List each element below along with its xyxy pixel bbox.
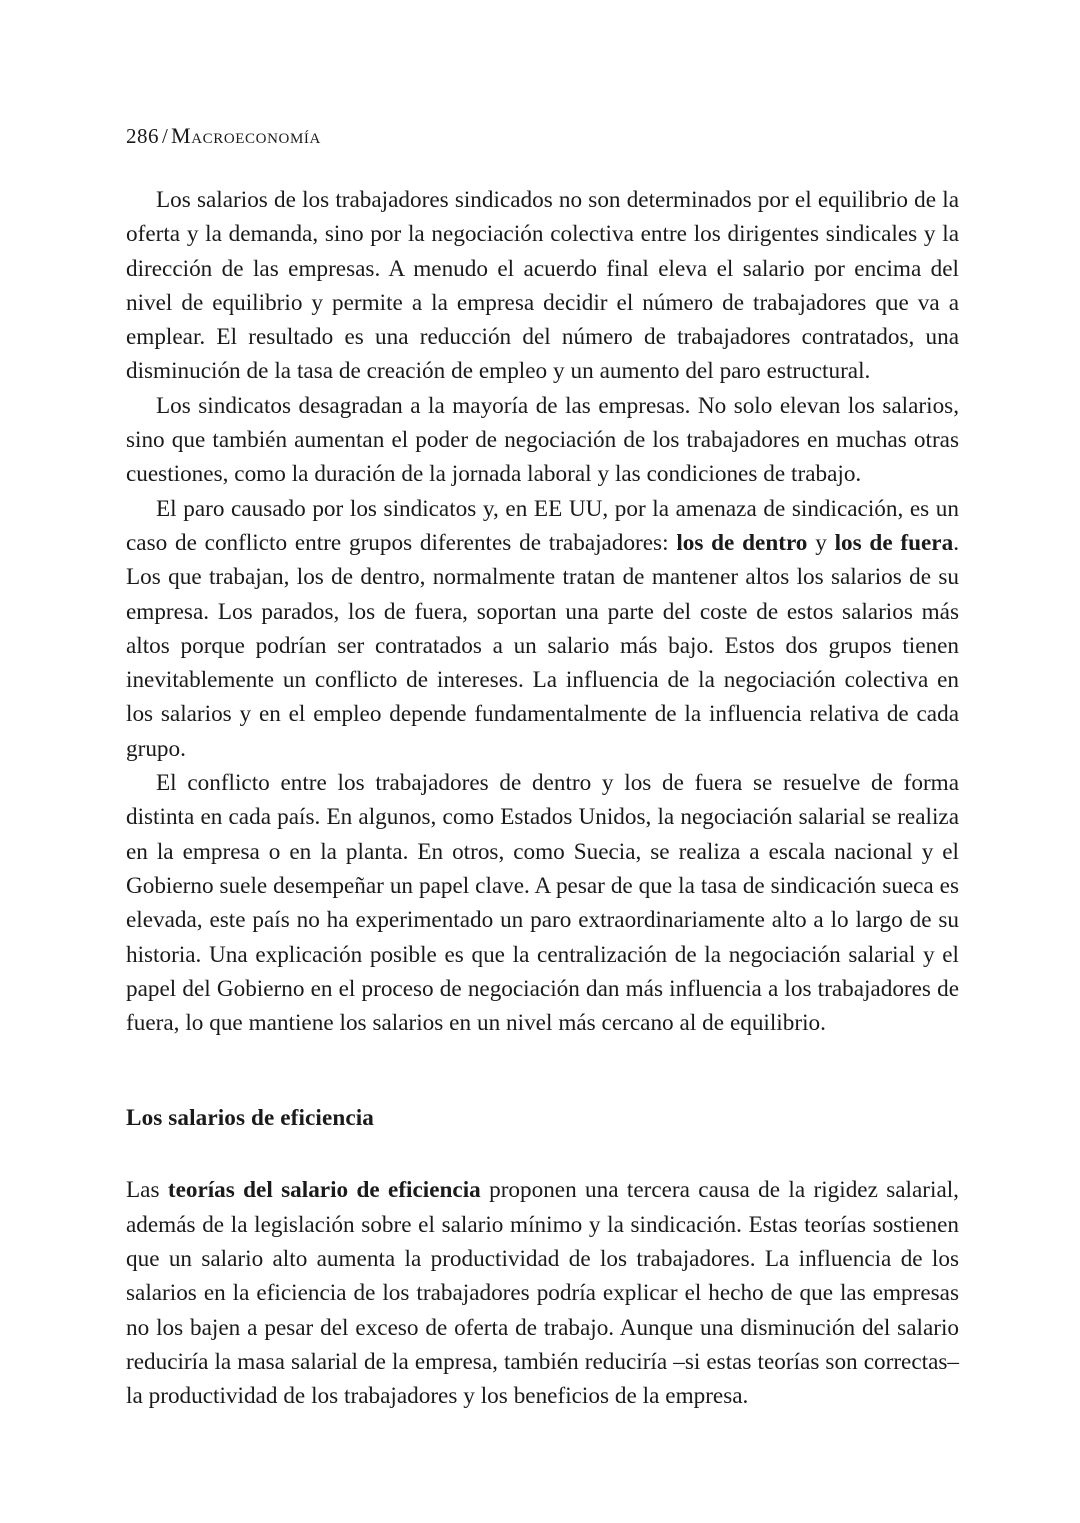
running-header — [126, 123, 321, 149]
text-column — [126, 183, 959, 1414]
body-paragraph-list — [126, 183, 959, 1040]
text-run: Los salarios de los trabajadores sindicados no son determinados por el equilibrio de la oferta y la demanda, sino por la negociación colectiva entre los dirigentes sindicales y la dirección de las empresas. A menudo el acuerdo final eleva el salario por encima del nivel de equilibrio y permite a la empresa decidir el número de trabajadores que va a emplear. El resultado es una reducción del número de trabajadores contratados, una disminución de la tasa de creación de empleo y un aumento del paro estructural. — [126, 187, 959, 385]
emphasis-term: teorías del salario de eficiencia — [167, 1177, 481, 1204]
section-heading: Los salarios de eficiencia — [126, 1105, 374, 1132]
section-paragraph-list — [126, 1173, 959, 1413]
page-folio: 286 — [126, 124, 159, 148]
par-sindicados — [126, 183, 959, 389]
par-eficiencia — [126, 1173, 959, 1413]
text-run: Las — [126, 1177, 168, 1204]
text-run: proponen una tercera causa de la rigidez salarial, además de la legislación sobre el salario mínimo y la sindicación. Estas teorías sostienen que un salario alto aumenta la productividad de los trabajadores. La influencia de los salarios en la eficiencia de los trabajadores podría explicar el hecho de que las empresas no los bajen a pesar del exceso de oferta de trabajo. Aunque una disminución del salario reduciría la masa salarial de la empresa, también reduciría –si estas teorías son correctas– la productividad de los trabajadores y los beneficios de la empresa. — [126, 1177, 959, 1410]
par-desagradan — [126, 389, 959, 492]
heading-spacer-above — [126, 1040, 959, 1103]
text-run: El conflicto entre los trabajadores de dentro y los de fuera se resuelve de forma distinta en cada país. En algunos, como Estados Unidos, la negociación salarial se realiza en la empresa o en la planta. En otros, como Suecia, se realiza a escala nacional y el Gobierno suele desempeñar un papel clave. A pesar de que la tasa de sindicación sueca es elevada, este país no ha experimentado un paro extraordinariamente alto a lo largo de su historia. Una explicación posible es que la centralización de la negociación salarial y el papel del Gobierno en el proceso de negociación dan más influencia a los trabajadores de fuera, lo que mantiene los salarios en un nivel más cercano al de equilibrio. — [126, 770, 959, 1037]
text-run: El paro causado por los sindicatos y, en EE UU, por la amenaza de sindicación, es un caso de conflicto entre grupos diferentes de trabajadores: — [126, 495, 959, 556]
text-run: . Los que trabajan, los de dentro, normalmente tratan de mantener altos los salarios de su empresa. Los parados, los de fuera, soportan una parte del coste de estos salarios más altos porque podrían ser contratados a un salario más bajo. Estos dos grupos tienen inevitablemente un conflicto de intereses. La influencia de la negociación colectiva en los salarios y en el empleo depende fundamentalmente de la influencia relativa de cada grupo. — [126, 529, 959, 762]
book-title: Macroeconomía — [171, 123, 321, 148]
text-run: Los sindicatos desagradan a la mayoría de las empresas. No solo elevan los salarios, sino que también aumentan el poder de negociación de los trabajadores en muchas otras cuestiones, como la duración de la jornada laboral y las condiciones de trabajo. — [126, 392, 959, 488]
par-dentro-fuera — [126, 492, 959, 766]
header-separator: / — [162, 124, 169, 148]
par-paises — [126, 766, 959, 1040]
heading-spacer-below — [126, 1133, 959, 1173]
emphasis-term: los de fuera — [834, 529, 954, 556]
text-run: y — [807, 529, 835, 556]
emphasis-term: los de dentro — [676, 529, 808, 556]
